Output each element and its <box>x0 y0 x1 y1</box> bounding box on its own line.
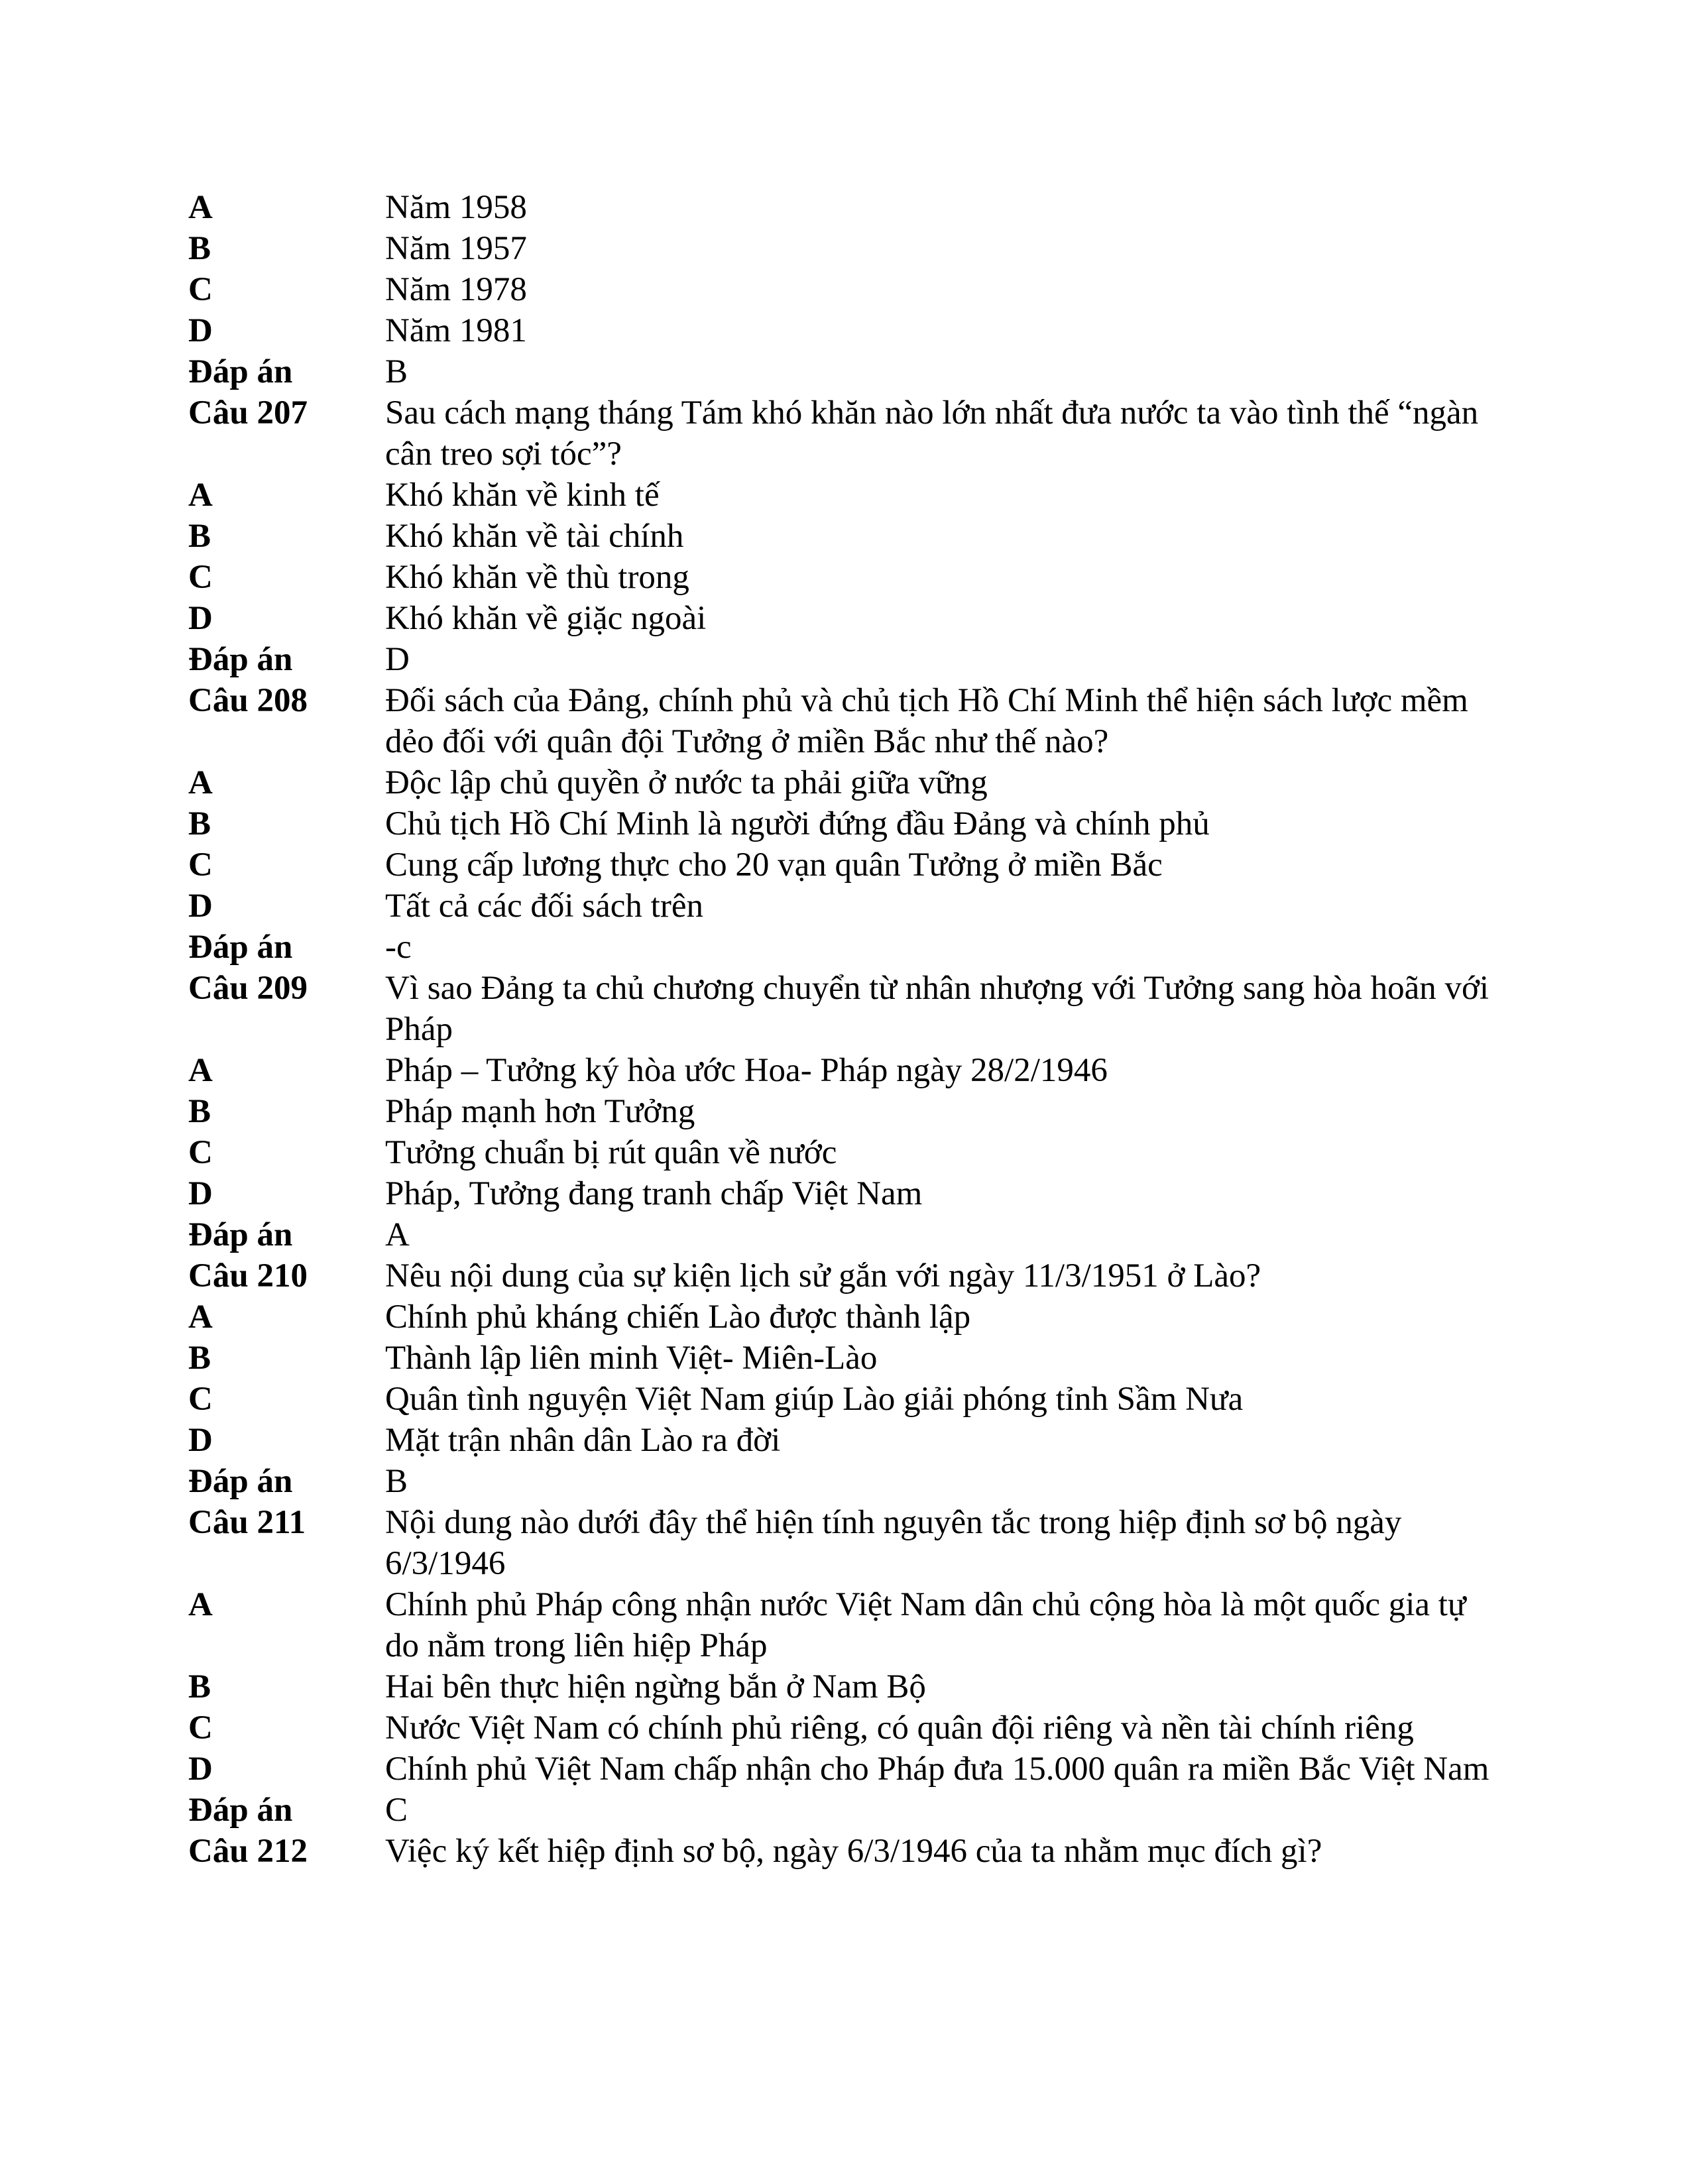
row-text: Vì sao Đảng ta chủ chương chuyển từ nhân nhượng với Tưởng sang hòa hoãn với Pháp <box>385 970 1489 1048</box>
row-label: Đáp án <box>188 353 293 390</box>
row-label: Đáp án <box>188 1216 293 1253</box>
row-label: Câu 210 <box>188 1257 308 1294</box>
row-text: Pháp, Tưởng đang tranh chấp Việt Nam <box>385 1175 923 1212</box>
answer-row <box>188 1091 1514 1132</box>
row-text: B <box>385 1463 408 1500</box>
question-row <box>188 1502 1514 1584</box>
answer-row <box>188 762 1514 803</box>
answer-row <box>188 557 1514 598</box>
row-label: D <box>188 312 213 349</box>
row-label: C <box>188 1381 213 1418</box>
row-text: Chủ tịch Hồ Chí Minh là người đứng đầu Đảng và chính phủ <box>385 805 1210 842</box>
row-label: A <box>188 764 213 801</box>
row-label: C <box>188 846 213 884</box>
row-label: C <box>188 1709 213 1747</box>
row-text: Cung cấp lương thực cho 20 vạn quân Tưởng ở miền Bắc <box>385 846 1163 884</box>
row-label: D <box>188 1422 213 1459</box>
answer-row <box>188 1749 1514 1790</box>
row-text: -c <box>385 929 412 966</box>
row-label: B <box>188 805 211 842</box>
row-text: Tất cả các đối sách trên <box>385 888 703 925</box>
row-text: Độc lập chủ quyền ở nước ta phải giữa vững <box>385 764 988 801</box>
answer-row <box>188 1584 1514 1666</box>
row-label: A <box>188 1298 213 1336</box>
answer-row <box>188 269 1514 310</box>
answer-key-row <box>188 639 1514 680</box>
answer-row <box>188 598 1514 639</box>
answer-key-row <box>188 351 1514 392</box>
answer-row <box>188 1707 1514 1749</box>
row-text: C <box>385 1792 408 1829</box>
question-row <box>188 1831 1514 1872</box>
row-label: A <box>188 477 213 514</box>
row-label: D <box>188 888 213 925</box>
row-label: B <box>188 1340 211 1377</box>
row-label: Câu 211 <box>188 1504 306 1541</box>
question-list <box>188 187 1514 1872</box>
row-text: Pháp – Tưởng ký hòa ước Hoa- Pháp ngày 28/2/1946 <box>385 1052 1108 1089</box>
row-label: C <box>188 1134 213 1171</box>
row-label: D <box>188 1751 213 1788</box>
answer-key-row <box>188 1461 1514 1502</box>
row-text: Việc ký kết hiệp định sơ bộ, ngày 6/3/1946 của ta nhằm mục đích gì? <box>385 1833 1322 1870</box>
row-text: Mặt trận nhân dân Lào ra đời <box>385 1422 781 1459</box>
answer-key-row <box>188 927 1514 968</box>
question-row <box>188 968 1514 1050</box>
row-text: Nêu nội dung của sự kiện lịch sử gắn với ngày 11/3/1951 ở Lào? <box>385 1257 1261 1294</box>
row-text: A <box>385 1216 410 1253</box>
question-row <box>188 680 1514 762</box>
question-row <box>188 392 1514 475</box>
row-text: Khó khăn về giặc ngoài <box>385 600 707 637</box>
answer-row <box>188 1050 1514 1091</box>
question-row <box>188 1255 1514 1296</box>
row-label: B <box>188 1668 211 1705</box>
row-text: Nước Việt Nam có chính phủ riêng, có quân đội riêng và nền tài chính riêng <box>385 1709 1414 1747</box>
answer-row <box>188 310 1514 351</box>
row-text: Năm 1957 <box>385 230 527 267</box>
row-label: Đáp án <box>188 929 293 966</box>
answer-row <box>188 187 1514 228</box>
row-label: B <box>188 518 211 555</box>
answer-row <box>188 844 1514 886</box>
row-text: Khó khăn về thù trong <box>385 559 689 596</box>
row-text: B <box>385 353 408 390</box>
row-text: Năm 1981 <box>385 312 527 349</box>
row-text: Năm 1958 <box>385 189 527 226</box>
row-label: Câu 212 <box>188 1833 308 1870</box>
answer-row <box>188 1666 1514 1707</box>
row-text: Nội dung nào dưới đây thể hiện tính nguyên tắc trong hiệp định sơ bộ ngày 6/3/1946 <box>385 1504 1402 1582</box>
answer-row <box>188 1296 1514 1338</box>
row-text: Sau cách mạng tháng Tám khó khăn nào lớn nhất đưa nước ta vào tình thế “ngàn cân treo sợi tóc”? <box>385 394 1479 473</box>
row-text: Chính phủ Việt Nam chấp nhận cho Pháp đưa 15.000 quân ra miền Bắc Việt Nam <box>385 1751 1489 1788</box>
answer-key-row <box>188 1790 1514 1831</box>
row-label: B <box>188 1093 211 1130</box>
answer-row <box>188 475 1514 516</box>
row-text: Khó khăn về kinh tế <box>385 477 660 514</box>
row-text: Khó khăn về tài chính <box>385 518 684 555</box>
row-label: Đáp án <box>188 1792 293 1829</box>
row-text: Thành lập liên minh Việt- Miên-Lào <box>385 1340 878 1377</box>
row-label: Câu 209 <box>188 970 308 1007</box>
row-label: Đáp án <box>188 641 293 678</box>
row-label: D <box>188 1175 213 1212</box>
answer-row <box>188 1132 1514 1173</box>
answer-row <box>188 886 1514 927</box>
row-text: Pháp mạnh hơn Tưởng <box>385 1093 695 1130</box>
row-text: Tưởng chuẩn bị rút quân về nước <box>385 1134 837 1171</box>
row-label: Câu 208 <box>188 682 308 719</box>
row-label: B <box>188 230 211 267</box>
row-text: Chính phủ kháng chiến Lào được thành lập <box>385 1298 971 1336</box>
row-label: C <box>188 271 213 308</box>
answer-row <box>188 228 1514 269</box>
row-text: Hai bên thực hiện ngừng bắn ở Nam Bộ <box>385 1668 926 1705</box>
answer-row <box>188 1338 1514 1379</box>
row-text: D <box>385 641 410 678</box>
row-label: Đáp án <box>188 1463 293 1500</box>
row-text: Năm 1978 <box>385 271 527 308</box>
row-label: A <box>188 189 213 226</box>
answer-row <box>188 803 1514 844</box>
answer-row <box>188 1379 1514 1420</box>
row-text: Đối sách của Đảng, chính phủ và chủ tịch Hồ Chí Minh thể hiện sách lược mềm dẻo đối với quân đội Tưởng ở miền Bắc như thế nào? <box>385 682 1468 760</box>
answer-key-row <box>188 1214 1514 1255</box>
row-label: Câu 207 <box>188 394 308 431</box>
answer-row <box>188 1173 1514 1214</box>
answer-row <box>188 516 1514 557</box>
row-text: Quân tình nguyện Việt Nam giúp Lào giải phóng tỉnh Sầm Nưa <box>385 1381 1244 1418</box>
row-label: D <box>188 600 213 637</box>
row-text: Chính phủ Pháp công nhận nước Việt Nam dân chủ cộng hòa là một quốc gia tự do nằm trong liên hiệp Pháp <box>385 1586 1466 1664</box>
row-label: A <box>188 1052 213 1089</box>
row-label: A <box>188 1586 213 1623</box>
row-label: C <box>188 559 213 596</box>
answer-row <box>188 1420 1514 1461</box>
